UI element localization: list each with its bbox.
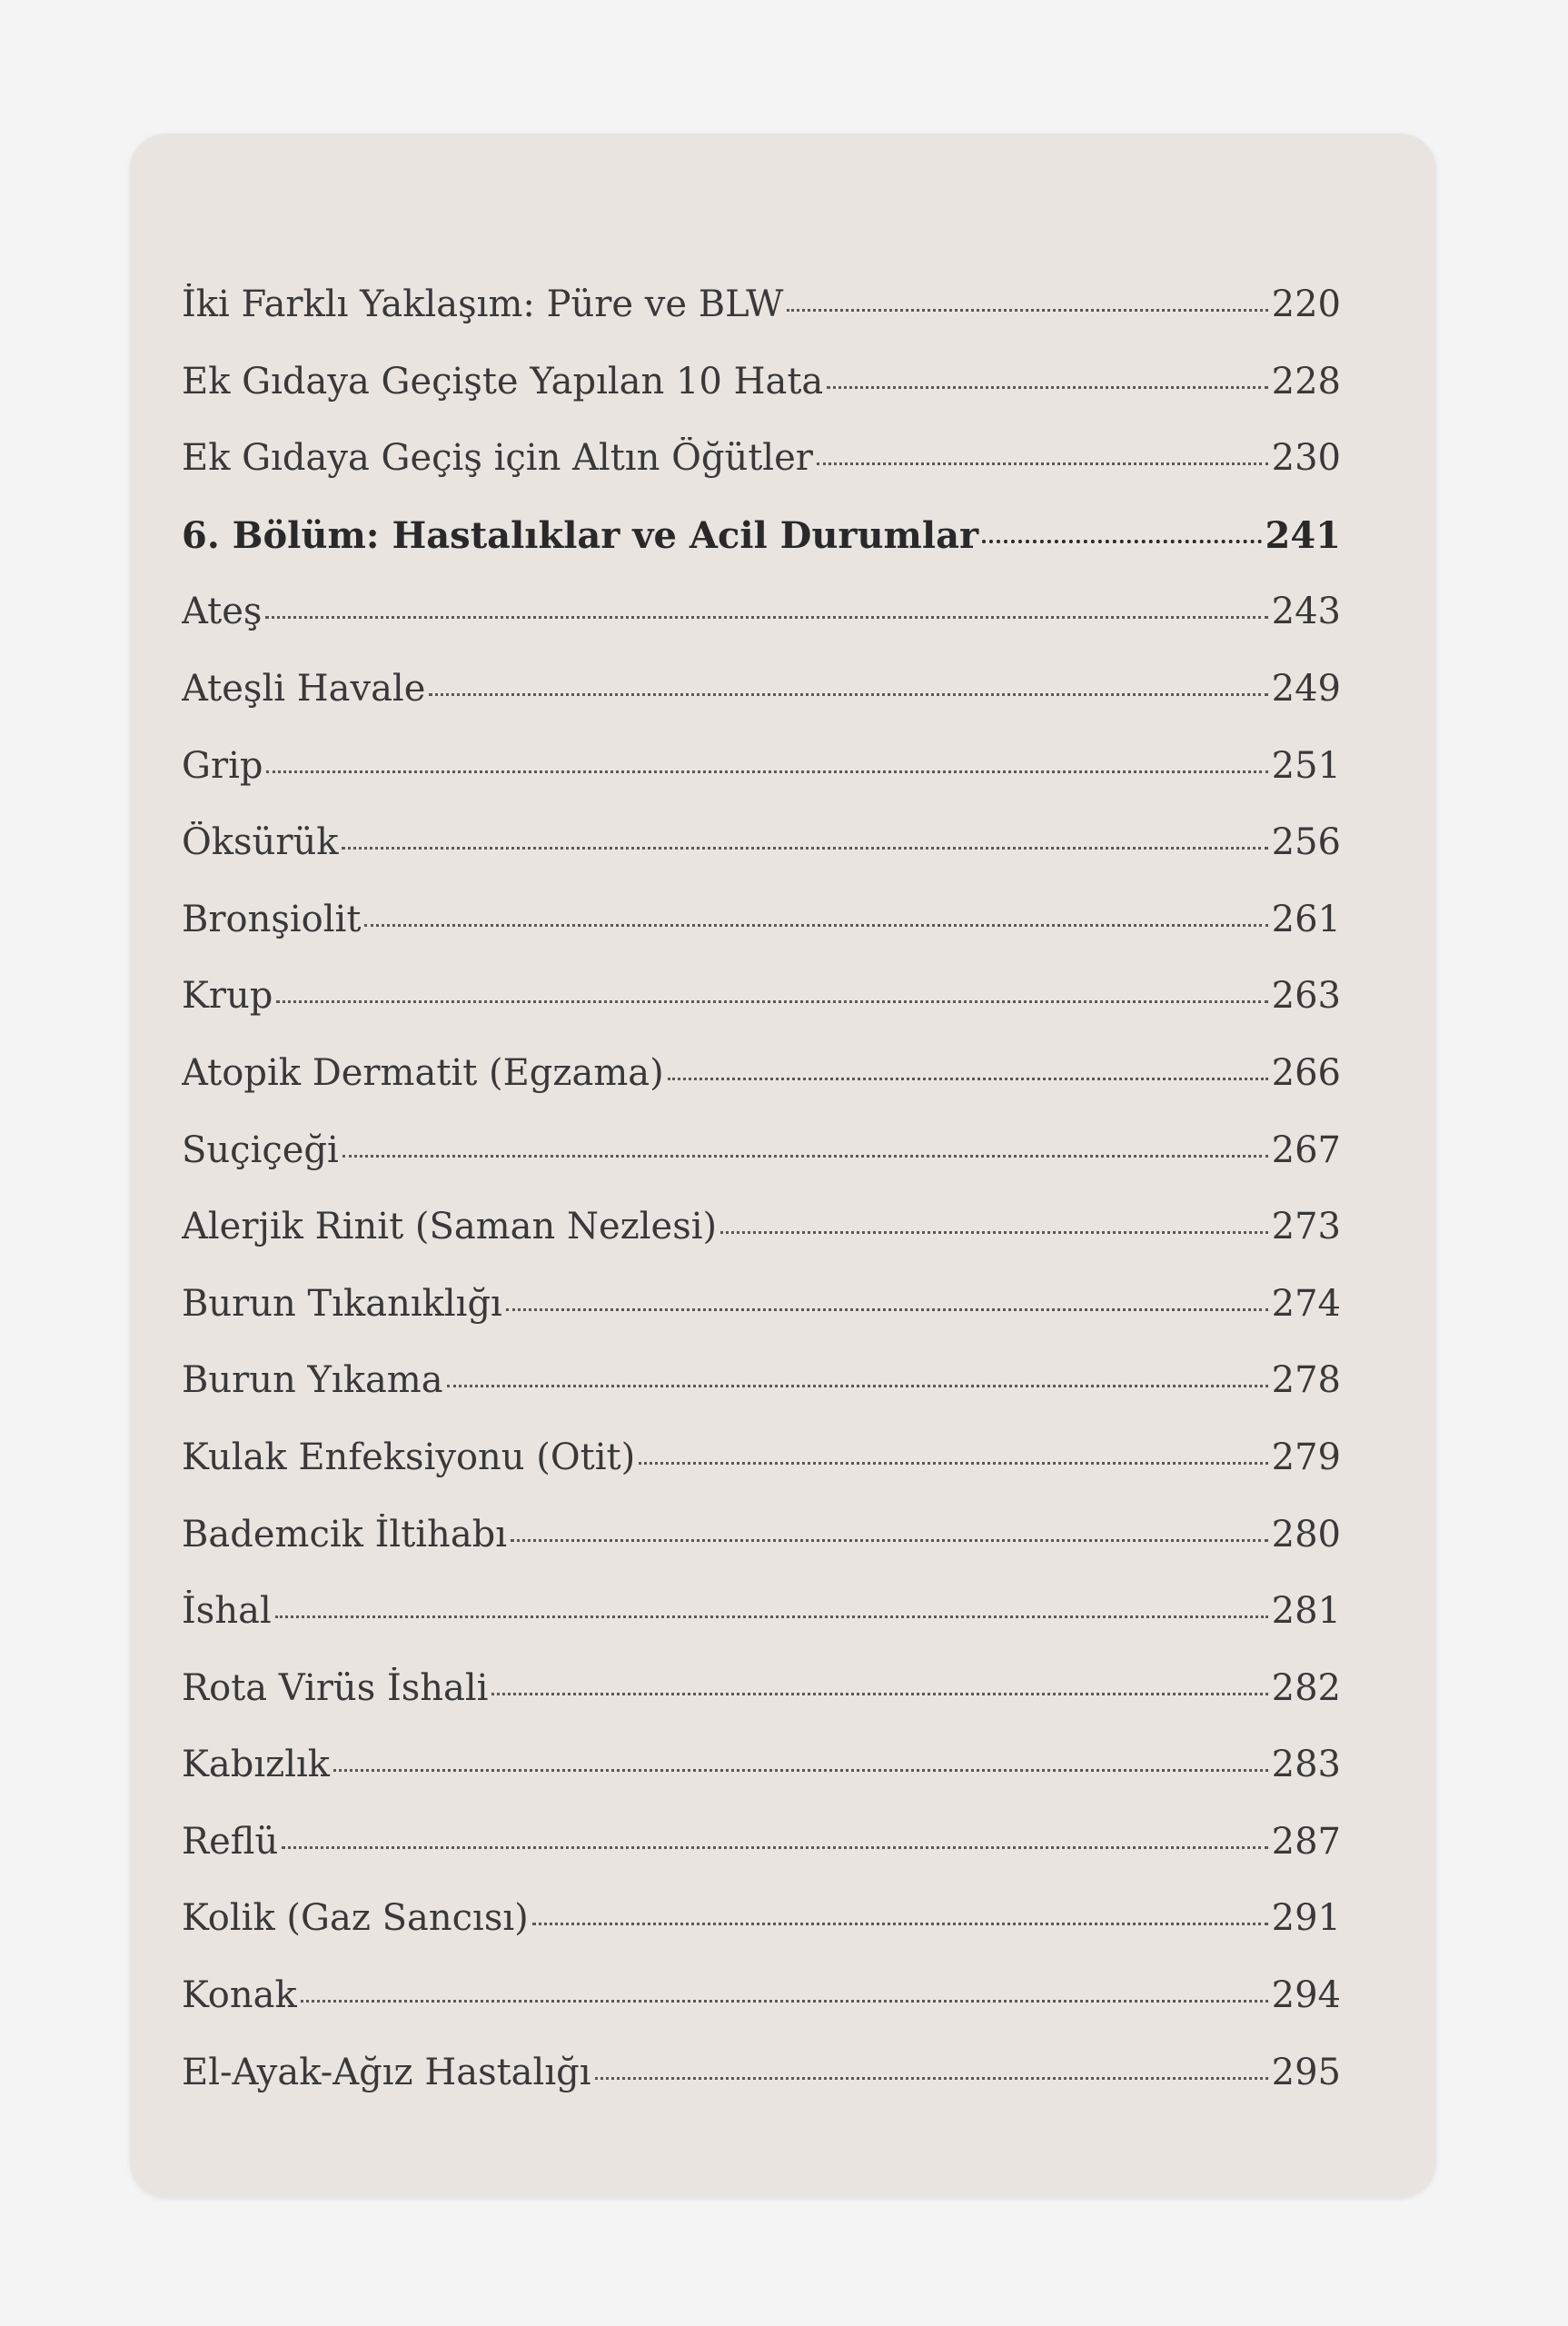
toc-leader-dots xyxy=(595,2077,1268,2080)
toc-entry-page: 230 xyxy=(1271,437,1341,480)
toc-entry-title: Ek Gıdaya Geçişte Yapılan 10 Hata xyxy=(182,360,824,403)
toc-entry-page: 283 xyxy=(1271,1744,1341,1786)
toc-leader-dots xyxy=(447,1385,1268,1387)
toc-entry xyxy=(182,591,1341,668)
toc-entry-title: Atopik Dermatit (Egzama) xyxy=(182,1051,664,1094)
toc-entry-page: 228 xyxy=(1271,360,1341,403)
toc-entry xyxy=(182,1974,1341,2052)
toc-entry xyxy=(182,437,1341,514)
toc-entry-title: Ateş xyxy=(182,591,263,633)
toc-leader-dots xyxy=(276,1000,1267,1003)
toc-entry xyxy=(182,745,1341,822)
toc-entry-title: Bronşiolit xyxy=(182,898,362,940)
toc-entry-title: Konak xyxy=(182,1974,297,2017)
toc-entry-title: Kulak Enfeksiyonu (Otit) xyxy=(182,1436,636,1478)
toc-entry-title: Ek Gıdaya Geçiş için Altın Öğütler xyxy=(182,437,813,480)
toc-entry-title: Reflü xyxy=(182,1820,279,1863)
toc-entry-title: El-Ayak-Ağız Hastalığı xyxy=(182,2051,591,2093)
toc-entry-title: İshal xyxy=(182,1590,272,1633)
toc-entry-page: 261 xyxy=(1271,898,1341,940)
toc-leader-dots xyxy=(720,1231,1268,1234)
toc-entry-title: Öksürük xyxy=(182,821,339,864)
toc-entry xyxy=(182,1052,1341,1129)
toc-entry-page: 273 xyxy=(1271,1206,1341,1248)
toc-section-heading xyxy=(182,514,1341,591)
toc-entry-title: Bademcik İltihabı xyxy=(182,1513,508,1556)
toc-leader-dots xyxy=(506,1308,1268,1311)
toc-entry xyxy=(182,821,1341,899)
toc-leader-dots xyxy=(301,2000,1268,2003)
toc-entry-title: Burun Tıkanıklığı xyxy=(182,1282,502,1325)
toc-leader-dots xyxy=(511,1539,1268,1542)
toc-entry-title: Ateşli Havale xyxy=(182,667,426,710)
toc-entry-title: Burun Yıkama xyxy=(182,1359,443,1402)
toc-entry xyxy=(182,1206,1341,1283)
toc-entry-page: 295 xyxy=(1271,2051,1341,2093)
toc-entry-page: 263 xyxy=(1271,975,1341,1018)
table-of-contents xyxy=(182,283,1341,2128)
toc-entry-page: 267 xyxy=(1271,1128,1341,1171)
toc-entry xyxy=(182,1129,1341,1207)
toc-entry xyxy=(182,1514,1341,1591)
toc-entry-page: 287 xyxy=(1271,1820,1341,1863)
toc-entry-page: 266 xyxy=(1271,1051,1341,1094)
toc-leader-dots xyxy=(342,847,1267,850)
toc-leader-dots xyxy=(275,1615,1268,1618)
toc-leader-dots xyxy=(668,1078,1268,1080)
toc-leader-dots xyxy=(333,1769,1268,1772)
toc-entry-title: 6. Bölüm: Hastalıklar ve Acil Durumlar xyxy=(182,513,979,557)
toc-entry xyxy=(182,899,1341,976)
toc-entry-page: 274 xyxy=(1271,1282,1341,1325)
toc-entry xyxy=(182,1744,1341,1821)
toc-leader-dots xyxy=(532,1923,1268,1925)
toc-leader-dots xyxy=(342,1155,1268,1158)
toc-entry-page: 220 xyxy=(1271,283,1341,325)
toc-leader-dots xyxy=(429,693,1267,696)
toc-leader-dots xyxy=(817,462,1268,465)
toc-entry xyxy=(182,1667,1341,1744)
toc-entry-page: 243 xyxy=(1271,591,1341,633)
toc-entry xyxy=(182,668,1341,745)
toc-entry-page: 256 xyxy=(1271,821,1341,864)
toc-entry-title: Suçiçeği xyxy=(182,1128,339,1171)
toc-leader-dots xyxy=(282,1846,1267,1849)
toc-entry xyxy=(182,1897,1341,1974)
toc-entry-page: 249 xyxy=(1271,667,1341,710)
toc-leader-dots xyxy=(491,1693,1267,1695)
toc-entry-title: Rota Virüs İshali xyxy=(182,1666,489,1709)
toc-entry xyxy=(182,975,1341,1052)
toc-entry-title: İki Farklı Yaklaşım: Püre ve BLW xyxy=(182,283,784,325)
toc-entry-page: 281 xyxy=(1271,1590,1341,1633)
toc-entry xyxy=(182,283,1341,361)
toc-entry-page: 282 xyxy=(1271,1666,1341,1709)
toc-entry xyxy=(182,1590,1341,1667)
toc-entry xyxy=(182,361,1341,438)
toc-leader-dots xyxy=(827,386,1267,389)
toc-entry xyxy=(182,2052,1341,2129)
toc-entry-page: 280 xyxy=(1271,1513,1341,1556)
toc-entry xyxy=(182,1821,1341,1898)
toc-entry xyxy=(182,1359,1341,1436)
toc-entry-page: 279 xyxy=(1271,1436,1341,1478)
toc-leader-dots xyxy=(982,540,1261,543)
toc-entry-title: Alerjik Rinit (Saman Nezlesi) xyxy=(182,1206,718,1248)
toc-entry-page: 291 xyxy=(1271,1897,1341,1940)
toc-entry-title: Grip xyxy=(182,744,263,787)
toc-entry-page: 294 xyxy=(1271,1974,1341,2017)
toc-entry-title: Kabızlık xyxy=(182,1744,331,1786)
toc-leader-dots xyxy=(266,770,1267,773)
toc-entry xyxy=(182,1283,1341,1360)
toc-leader-dots xyxy=(787,309,1267,312)
toc-entry-page: 251 xyxy=(1271,744,1341,787)
toc-entry-title: Kolik (Gaz Sancısı) xyxy=(182,1897,529,1940)
toc-entry xyxy=(182,1436,1341,1514)
toc-leader-dots xyxy=(265,616,1267,619)
toc-entry-title: Krup xyxy=(182,975,273,1018)
toc-leader-dots xyxy=(639,1462,1267,1465)
toc-leader-dots xyxy=(364,924,1267,927)
toc-entry-page: 278 xyxy=(1271,1359,1341,1402)
toc-entry-page: 241 xyxy=(1265,513,1341,557)
